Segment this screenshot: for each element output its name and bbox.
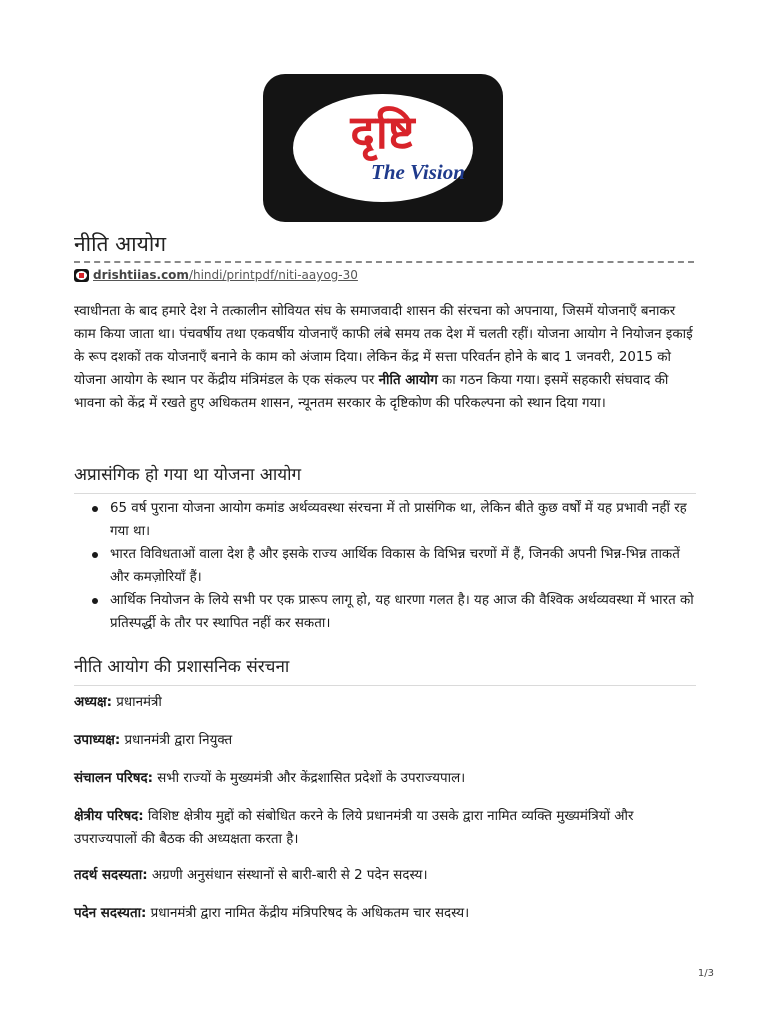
logo-ellipse bbox=[293, 94, 473, 202]
definition-desc: प्रधानमंत्री द्वारा नियुक्त bbox=[124, 733, 233, 748]
intro-bold-term: नीति आयोग bbox=[378, 373, 438, 388]
title-divider bbox=[74, 261, 694, 263]
page-title: नीति आयोग bbox=[74, 232, 167, 256]
intro-text-2: का गठन किया गया। इसमें सहकारी संघवाद की भावना को केंद्र में रखते हुए अधिकतम शासन, न्यूनतम सरकार के दृष्टिकोण की परिकल्पना को स्थान दिया गया। bbox=[74, 373, 669, 411]
definition-desc: प्रधानमंत्री bbox=[116, 695, 162, 710]
definition-term: पदेन सदस्यता: bbox=[74, 906, 147, 921]
definition-desc: विशिष्ट क्षेत्रीय मुद्दों को संबोधित करने के लिये प्रधानमंत्री या उसके द्वारा नामित व्यक्ति मुख्यमंत्रियों और उपराज्यपालों की बैठक की अध्यक्षता करता है। bbox=[74, 809, 634, 847]
page-number: 1/3 bbox=[697, 968, 714, 979]
definition-desc: प्रधानमंत्री द्वारा नामित केंद्रीय मंत्रिपरिषद के अधिकतम चार सदस्य। bbox=[150, 906, 470, 921]
definition-vice-chairperson bbox=[74, 729, 694, 752]
list-item: 65 वर्ष पुराना योजना आयोग कमांड अर्थव्यवस्था संरचना में तो प्रासंगिक था, लेकिन बीते कुछ वर्षों में यह प्रभावी नहीं रह गया था। bbox=[110, 497, 694, 543]
intro-paragraph bbox=[74, 300, 696, 415]
site-logo bbox=[263, 74, 503, 222]
source-link-row[interactable] bbox=[74, 268, 358, 282]
definition-desc: सभी राज्यों के मुख्यमंत्री और केंद्रशासित प्रदेशों के उपराज्यपाल। bbox=[157, 771, 466, 786]
definition-term: क्षेत्रीय परिषद: bbox=[74, 809, 144, 824]
definition-ex-officio-membership bbox=[74, 902, 694, 925]
logo-hindi-text: दृष्टि bbox=[350, 105, 416, 159]
definition-chairperson bbox=[74, 691, 694, 714]
definition-desc: अग्रणी अनुसंधान संस्थानों से बारी-बारी से 2 पदेन सदस्य। bbox=[151, 868, 428, 883]
definition-term: उपाध्यक्ष: bbox=[74, 733, 121, 748]
list-item: भारत विविधताओं वाला देश है और इसके राज्य आर्थिक विकास के विभिन्न चरणों में हैं, जिनकी अपनी भिन्न-भिन्न ताकतें और कमज़ोरियाँ हैं। bbox=[110, 543, 694, 589]
definition-term: अध्यक्ष: bbox=[74, 695, 112, 710]
intro-text-1: स्वाधीनता के बाद हमारे देश ने तत्कालीन सोवियत संघ के समाजवादी शासन की संरचना को अपनाया, जिसमें योजनाएँ बनाकर काम किया जाता था। पंचवर्षीय तथा एकवर्षीय योजनाएँ काफी लंबे समय तक देश में चलती रहीं। योजना आयोग ने नियोजन इकाई के रूप दशकों तक योजनाएँ बनाने के काम को अंजाम दिया। लेकिन केंद्र में सत्ता परिवर्तन होने के बाद 1 जनवरी, 2015 को योजना आयोग के स्थान पर केंद्रीय मंत्रिमंडल के एक संकल्प पर bbox=[74, 304, 693, 388]
definition-governing-council bbox=[74, 767, 694, 790]
bullet-list bbox=[74, 497, 694, 635]
definition-term: संचालन परिषद: bbox=[74, 771, 153, 786]
source-link[interactable] bbox=[93, 268, 358, 282]
source-path[interactable]: /hindi/printpdf/niti-aayog-30 bbox=[188, 268, 358, 282]
definition-term: तदर्थ सदस्यता: bbox=[74, 868, 148, 883]
section-heading-irrelevant-commission: अप्रासंगिक हो गया था योजना आयोग bbox=[74, 462, 696, 494]
definition-adhoc-membership bbox=[74, 864, 694, 887]
logo-english-text: The Vision bbox=[371, 160, 465, 184]
source-domain[interactable]: drishtiias.com bbox=[93, 268, 189, 282]
section-heading-admin-structure: नीति आयोग की प्रशासनिक संरचना bbox=[74, 654, 696, 686]
definition-regional-council bbox=[74, 805, 694, 851]
list-item: आर्थिक नियोजन के लिये सभी पर एक प्रारूप लागू हो, यह धारणा गलत है। यह आज की वैश्विक अर्थव्यवस्था में भारत को प्रतिस्पर्द्धी के तौर पर स्थापित नहीं कर सकता। bbox=[110, 589, 694, 635]
drishti-favicon-icon bbox=[74, 269, 89, 282]
